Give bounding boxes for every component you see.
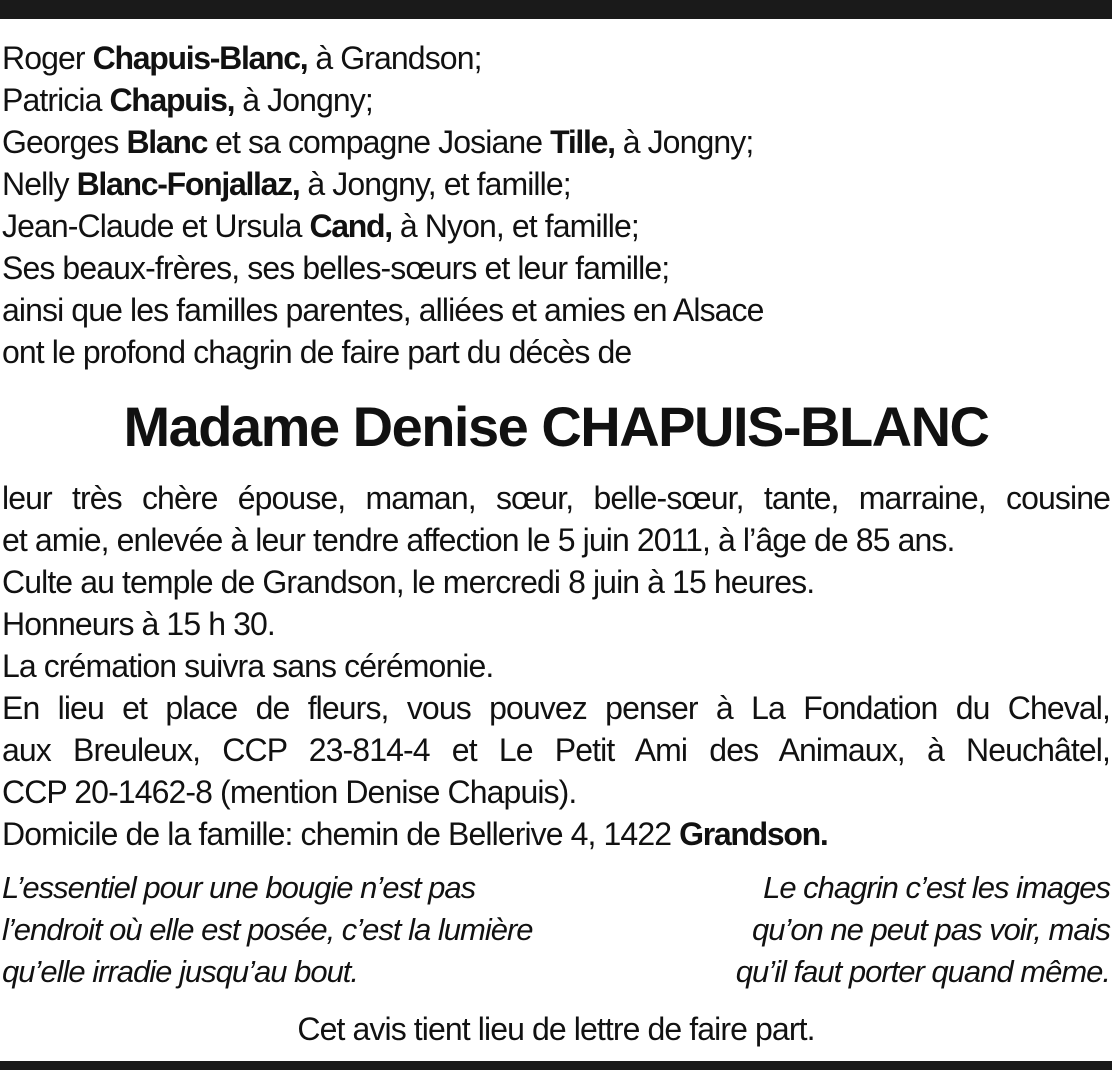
- footer-note: Cet avis tient lieu de lettre de faire part.: [297, 1011, 815, 1047]
- family-line: ainsi que les familles parentes, alliées et amies en Alsace: [2, 292, 764, 328]
- announcement-line: ont le profond chagrin de faire part du décès de: [2, 334, 632, 370]
- family-name: Tille,: [550, 124, 615, 160]
- companion-text: et sa compagne Josiane: [207, 124, 551, 160]
- family-line: [2, 205, 1110, 247]
- domicile-line: [2, 813, 1110, 855]
- location: à Jongny, et famille;: [299, 166, 571, 202]
- quote-line: Le chagrin c’est les images: [763, 870, 1110, 905]
- family-name: Blanc-Fonjallaz,: [76, 166, 300, 202]
- quote-right: [736, 867, 1110, 993]
- family-line: [2, 79, 1110, 121]
- family-name: Chapuis,: [109, 82, 235, 118]
- quote-line: qu’on ne peut pas voir, mais: [751, 912, 1110, 947]
- family-list: [2, 37, 1110, 373]
- donation-line: aux Breuleux, CCP 23-814-4 et Le Petit Ami des Animaux, à Neuchâtel,: [2, 732, 1110, 768]
- given-name: Jean-Claude et Ursula: [2, 208, 310, 244]
- location: à Jongny;: [234, 82, 373, 118]
- notice-body: [2, 477, 1110, 855]
- family-name: Chapuis-Blanc,: [92, 40, 308, 76]
- family-line: [2, 163, 1110, 205]
- top-rule: [0, 0, 1112, 19]
- service-line: Culte au temple de Grandson, le mercredi 8 juin à 15 heures.: [2, 564, 815, 600]
- family-line: Ses beaux-frères, ses belles-sœurs et leur famille;: [2, 250, 670, 286]
- domicile-address: Domicile de la famille: chemin de Bellerive 4, 1422: [2, 816, 680, 852]
- quote-left: [2, 867, 533, 993]
- quote-line: l’endroit où elle est posée, c’est la lumière: [2, 912, 533, 947]
- given-name: Roger: [2, 40, 93, 76]
- given-name: Georges: [2, 124, 127, 160]
- body-line: et amie, enlevée à leur tendre affection le 5 juin 2011, à l’âge de 85 ans.: [2, 522, 955, 558]
- cremation-line: La crémation suivra sans cérémonie.: [2, 648, 494, 684]
- family-line: [2, 37, 1110, 79]
- location: à Grandson;: [307, 40, 482, 76]
- body-line: leur très chère épouse, maman, sœur, belle-sœur, tante, marraine, cousine: [2, 480, 1110, 516]
- location: à Jongny;: [614, 124, 754, 160]
- given-name: Nelly: [2, 166, 77, 202]
- quote-line: qu’elle irradie jusqu’au bout.: [2, 954, 359, 989]
- location: à Nyon, et famille;: [391, 208, 639, 244]
- given-name: Patricia: [2, 82, 110, 118]
- donation-line: En lieu et place de fleurs, vous pouvez penser à La Fondation du Cheval,: [2, 690, 1110, 726]
- quote-line: L’essentiel pour une bougie n’est pas: [2, 870, 476, 905]
- deceased-name: Madame Denise CHAPUIS-BLANC: [123, 395, 989, 458]
- family-name: Blanc: [126, 124, 208, 160]
- family-name: Cand,: [309, 208, 392, 244]
- bottom-rule: [0, 1061, 1112, 1070]
- domicile-town: Grandson.: [679, 816, 828, 852]
- family-line: [2, 121, 1110, 163]
- quote-line: qu’il faut porter quand même.: [735, 954, 1110, 989]
- quotes: [2, 867, 1110, 993]
- honours-line: Honneurs à 15 h 30.: [2, 606, 275, 642]
- donation-line: CCP 20-1462-8 (mention Denise Chapuis).: [2, 774, 577, 810]
